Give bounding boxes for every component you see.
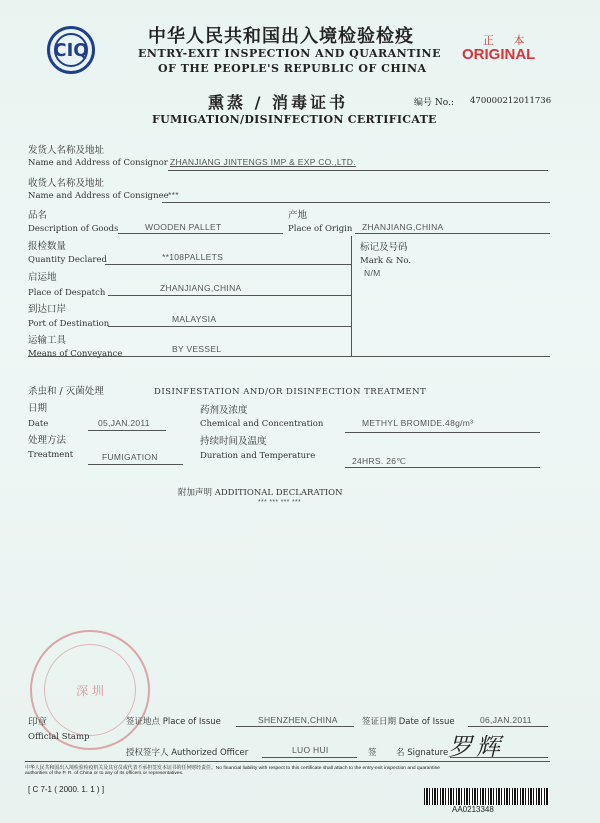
treatment-section-en: DISINFESTATION AND/OR DISINFECTION TREATMENT xyxy=(154,387,427,397)
origin-label-cn: 产地 xyxy=(288,210,308,221)
consignor-label-cn: 发货人名称及地址 xyxy=(28,145,105,156)
certificate-number: 470000212011736 xyxy=(470,96,552,106)
certificate-title-en: FUMIGATION/DISINFECTION CERTIFICATE xyxy=(152,113,437,126)
treatment-date-label-en: Date xyxy=(28,419,49,429)
origin-line xyxy=(355,233,550,234)
chemical-label-cn: 药剂及浓度 xyxy=(200,405,248,416)
goods-line xyxy=(118,233,283,234)
chemical-label-en: Chemical and Concentration xyxy=(200,419,324,429)
footer-rule xyxy=(25,761,550,762)
consignor-value: ZHANJIANG JINTENGS IMP & EXP CO.,LTD. xyxy=(170,157,356,167)
origin-value: ZHANJIANG,CHINA xyxy=(362,222,444,232)
destination-label-en: Port of Destination xyxy=(28,319,110,329)
conveyance-label-en: Means of Conveyance xyxy=(28,349,123,359)
destination-label-cn: 到达口岸 xyxy=(28,304,67,315)
header-title-en-1: ENTRY-EXIT INSPECTION AND QUARANTINE xyxy=(138,47,442,60)
form-code: [ C 7-1 ( 2000. 1. 1 ) ] xyxy=(28,785,105,794)
goods-label-en: Description of Goods xyxy=(28,224,119,234)
despatch-label-cn: 启运地 xyxy=(28,272,57,283)
treatment-date-line xyxy=(88,430,166,431)
quantity-value: **108PALLETS xyxy=(162,252,224,262)
certificate-title-cn: 熏蒸 / 消毒证书 xyxy=(208,93,348,112)
signature-label: 名 Signature xyxy=(396,748,449,758)
quantity-label-en: Quantity Declared xyxy=(28,255,107,265)
date-of-issue-value: 06,JAN.2011 xyxy=(480,715,532,725)
consignor-label-en: Name and Address of Consignor xyxy=(28,158,168,168)
chemical-line xyxy=(345,432,540,433)
signature-line xyxy=(450,757,548,758)
authorized-officer-label: 授权签字人 Authorized Officer xyxy=(126,748,249,758)
treatment-date-label-cn: 日期 xyxy=(28,403,48,414)
certificate-number-label: 编号 No.: xyxy=(414,98,454,108)
despatch-line xyxy=(108,295,351,296)
conveyance-label-cn: 运输工具 xyxy=(28,335,67,346)
quantity-label-cn: 报检数量 xyxy=(28,241,67,252)
despatch-label-en: Place of Despatch xyxy=(28,288,106,298)
mark-label-en: Mark & No. xyxy=(360,256,412,266)
authorized-officer-line xyxy=(262,757,357,758)
consignee-value: *** xyxy=(168,190,179,200)
treatment-date-value: 05,JAN.2011 xyxy=(98,418,150,428)
serial-barcode xyxy=(424,788,549,805)
ciq-logo: CIQ xyxy=(47,26,95,74)
method-value: FUMIGATION xyxy=(102,452,158,462)
chemical-value: METHYL BROMIDE.48g/m³ xyxy=(362,418,474,428)
goods-label-cn: 品名 xyxy=(28,210,48,221)
mark-divider xyxy=(351,236,352,356)
place-of-issue-line xyxy=(236,726,354,727)
consignee-label-cn: 收货人名称及地址 xyxy=(28,178,105,189)
method-label-cn: 处理方法 xyxy=(28,435,67,446)
original-label-cn: 正 本 xyxy=(483,34,533,47)
duration-line xyxy=(345,467,540,468)
duration-label-cn: 持续时间及温度 xyxy=(200,436,267,447)
consignee-line xyxy=(162,202,550,203)
goods-value: WOODEN PALLET xyxy=(145,222,222,232)
handwritten-signature: 罗辉 xyxy=(448,733,504,761)
header-title-cn: 中华人民共和国出入境检验检疫 xyxy=(148,26,414,47)
place-of-issue-value: SHENZHEN,CHINA xyxy=(258,715,338,725)
mark-label-cn: 标记及号码 xyxy=(360,242,408,253)
quantity-line xyxy=(105,264,351,265)
despatch-value: ZHANJIANG,CHINA xyxy=(160,283,242,293)
duration-label-en: Duration and Temperature xyxy=(200,451,316,461)
mark-value: N/M xyxy=(364,268,381,278)
destination-line xyxy=(108,326,351,327)
method-line xyxy=(88,464,183,465)
additional-declaration-value: *** *** *** *** xyxy=(258,499,302,506)
duration-value: 24HRS. 26℃ xyxy=(352,456,407,466)
serial-number: AA0213348 xyxy=(452,805,494,814)
original-label-en: ORIGINAL xyxy=(462,46,536,63)
consignee-label-en: Name and Address of Consignee xyxy=(28,191,169,201)
method-label-en: Treatment xyxy=(28,450,74,460)
signature-name-cn: 签 xyxy=(368,748,377,758)
date-of-issue-label: 签证日期 Date of Issue xyxy=(362,717,455,727)
destination-value: MALAYSIA xyxy=(172,314,217,324)
stamp-label-cn: 印章 xyxy=(28,717,48,728)
consignor-line xyxy=(168,170,548,171)
disclaimer-line-2: authorities of the P. R. of China or to any of its officers or representatives. xyxy=(25,771,184,776)
origin-label-en: Place of Origin xyxy=(288,224,353,234)
conveyance-value: BY VESSEL xyxy=(172,344,222,354)
official-stamp-seal: 深 圳 xyxy=(30,630,150,750)
additional-declaration-label: 附加声明 ADDITIONAL DECLARATION xyxy=(178,488,343,498)
stamp-label-en: Official Stamp xyxy=(28,732,90,742)
header-title-en-2: OF THE PEOPLE'S REPUBLIC OF CHINA xyxy=(158,62,427,75)
authorized-officer-value: LUO HUI xyxy=(292,745,329,755)
place-of-issue-label: 签证地点 Place of Issue xyxy=(126,717,221,727)
treatment-section-cn: 杀虫和 / 灭菌处理 xyxy=(28,386,104,397)
disclaimer-line-1: 中华人民共和国出入境检验检疫机关及其官员或代表不承担签发本证书的任何财经责任。No financial liability with respect to this certificate shall attach to the entry-exit inspection and quarantine xyxy=(25,766,441,771)
